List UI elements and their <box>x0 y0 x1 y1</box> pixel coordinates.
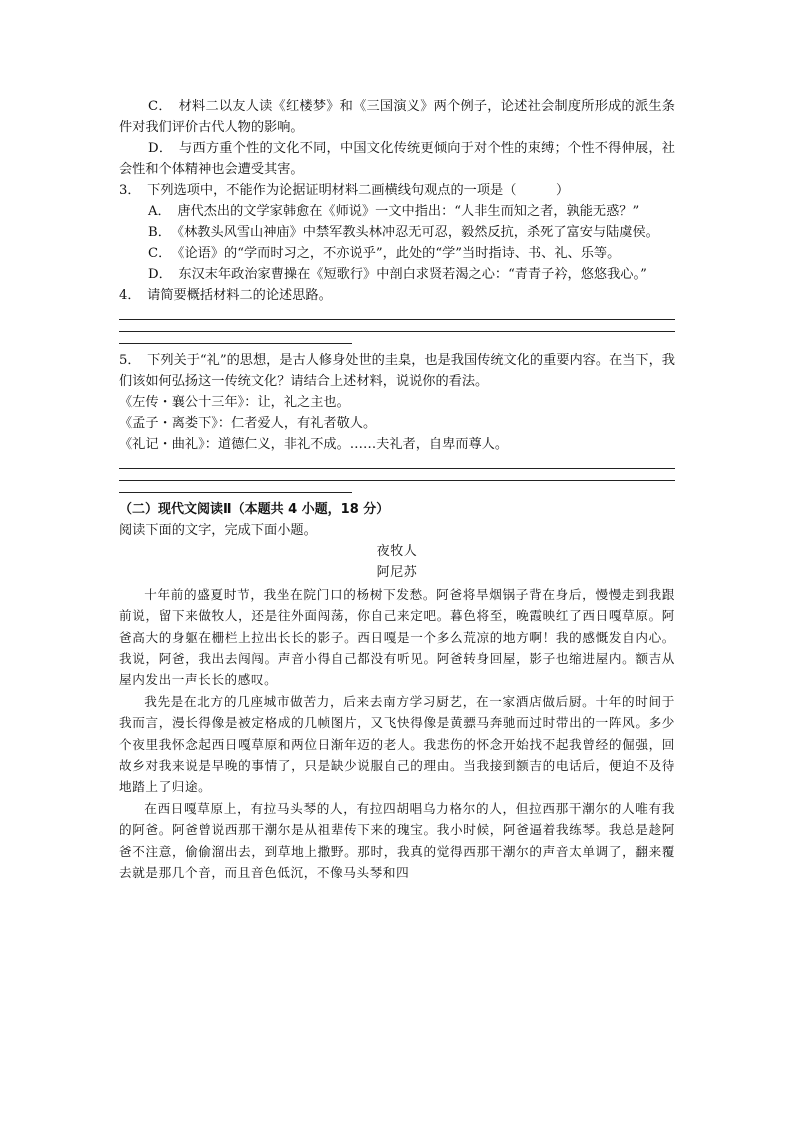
q5-quote-mengzi: 《孟子・离娄下》：仁者爱人，有礼者敬人。 <box>119 416 377 431</box>
q4-stem: 4． 请简要概括材料二的论述思路。 <box>119 288 332 303</box>
story-text <box>119 541 675 884</box>
answer-line <box>119 492 352 493</box>
q3-option-b: B． 《林教头风雪山神庙》中禁军教头林冲忍无可忍，毅然反抗，杀死了富安与陆虞侯。 <box>148 225 659 240</box>
story-paragraph: 在西日嘎草原上，有拉马头琴的人，有拉四胡唱乌力格尔的人，但拉西那干潮尔的人唯有我的阿爸。阿爸曾说西那干潮尔是从祖辈传下来的瑰宝。我小时候，阿爸逼着我练琴。我总是趁阿爸不注意，偷偷溜出去，到草地上撒野。那时，我真的觉得西那干潮尔的声音太单调了，翻来覆去就是那几个音，而且音色低沉，不像马头琴和四 <box>119 800 675 881</box>
q5-quote-zuozhuan: 《左传・襄公十三年》：让，礼之主也。 <box>119 395 350 410</box>
q4-answer-area[interactable] <box>119 306 675 350</box>
section-title: （二）现代文阅读Ⅱ（本题共 4 小题，18 分） <box>119 502 390 517</box>
q5-answer-area[interactable] <box>119 455 675 499</box>
answer-line <box>119 343 352 344</box>
q3-option-a: A． 唐代杰出的文学家韩愈在《师说》一文中指出：“人非生而知之者，孰能无惑？” <box>148 204 640 219</box>
answer-line <box>119 468 675 469</box>
q3-stem: 3． 下列选项中，不能作为论据证明材料二画横线句观点的一项是（ ） <box>119 183 570 198</box>
story-paragraph: 十年前的盛夏时节，我坐在院门口的杨树下发愁。阿爸将旱烟锅子背在身后，慢慢走到我跟前说，留下来做牧人，还是往外面闯荡，你自己来定吧。暮色将至，晚霞映红了西日嘎草原。阿爸高大的身躯在栅栏上拉出长长的影子。西日嘎是一个多么荒凉的地方啊！我的感慨发自内心。我说，阿爸，我出去闯闯。声音小得自己都没有听见。阿爸转身回屋，影子也缩进屋内。额吉从屋内发出一声长长的感叹。 <box>119 586 675 688</box>
section-instruction: 阅读下面的文字，完成下面小题。 <box>119 523 317 538</box>
q3-option-c: C． 《论语》的“学而时习之，不亦说乎”，此处的“学”当时指诗、书、礼、乐等。 <box>148 246 621 261</box>
q2-option-d: D． 与西方重个性的文化不同，中国文化传统更倾向于对个性的束缚；个性不得伸展，社会性和个体精神也会遭受其害。 <box>119 141 675 177</box>
exam-page <box>119 96 675 884</box>
answer-line <box>119 331 675 332</box>
story-author: 阿尼苏 <box>376 565 418 581</box>
q2-option-c: C． 材料二以友人读《红楼梦》和《三国演义》两个例子，论述社会制度所形成的派生条件对我们评价古代人物的影响。 <box>119 99 675 135</box>
q5-stem: 5． 下列关于“礼”的思想，是古人修身处世的圭臬，也是我国传统文化的重要内容。在当下，我们该如何弘扬这一传统文化？请结合上述材料，说说你的看法。 <box>119 353 675 389</box>
answer-line <box>119 319 675 320</box>
q3-option-d: D． 东汉末年政治家曹操在《短歌行》中剖白求贤若渴之心：“青青子衿，悠悠我心。” <box>148 267 647 282</box>
q5-quote-liji: 《礼记・曲礼》：道德仁义，非礼不成。……夫礼者，自卑而尊人。 <box>119 437 509 452</box>
story-paragraph: 我先是在北方的几座城市做苦力，后来去南方学习厨艺，在一家酒店做后厨。十年的时间于我而言，漫长得像是被定格成的几帧图片，又飞快得像是黄骠马奔驰而过时带出的一阵风。多少个夜里我怀念起西日嘎草原和两位日渐年迈的老人。我悲伤的怀念开始找不起我曾经的倔强，回故乡对我来说是早晚的事情了，只是缺少说服自己的理由。当我接到额吉的电话后，便迫不及待地踏上了归途。 <box>119 693 675 795</box>
answer-line <box>119 480 675 481</box>
story-title: 夜牧人 <box>376 544 418 559</box>
